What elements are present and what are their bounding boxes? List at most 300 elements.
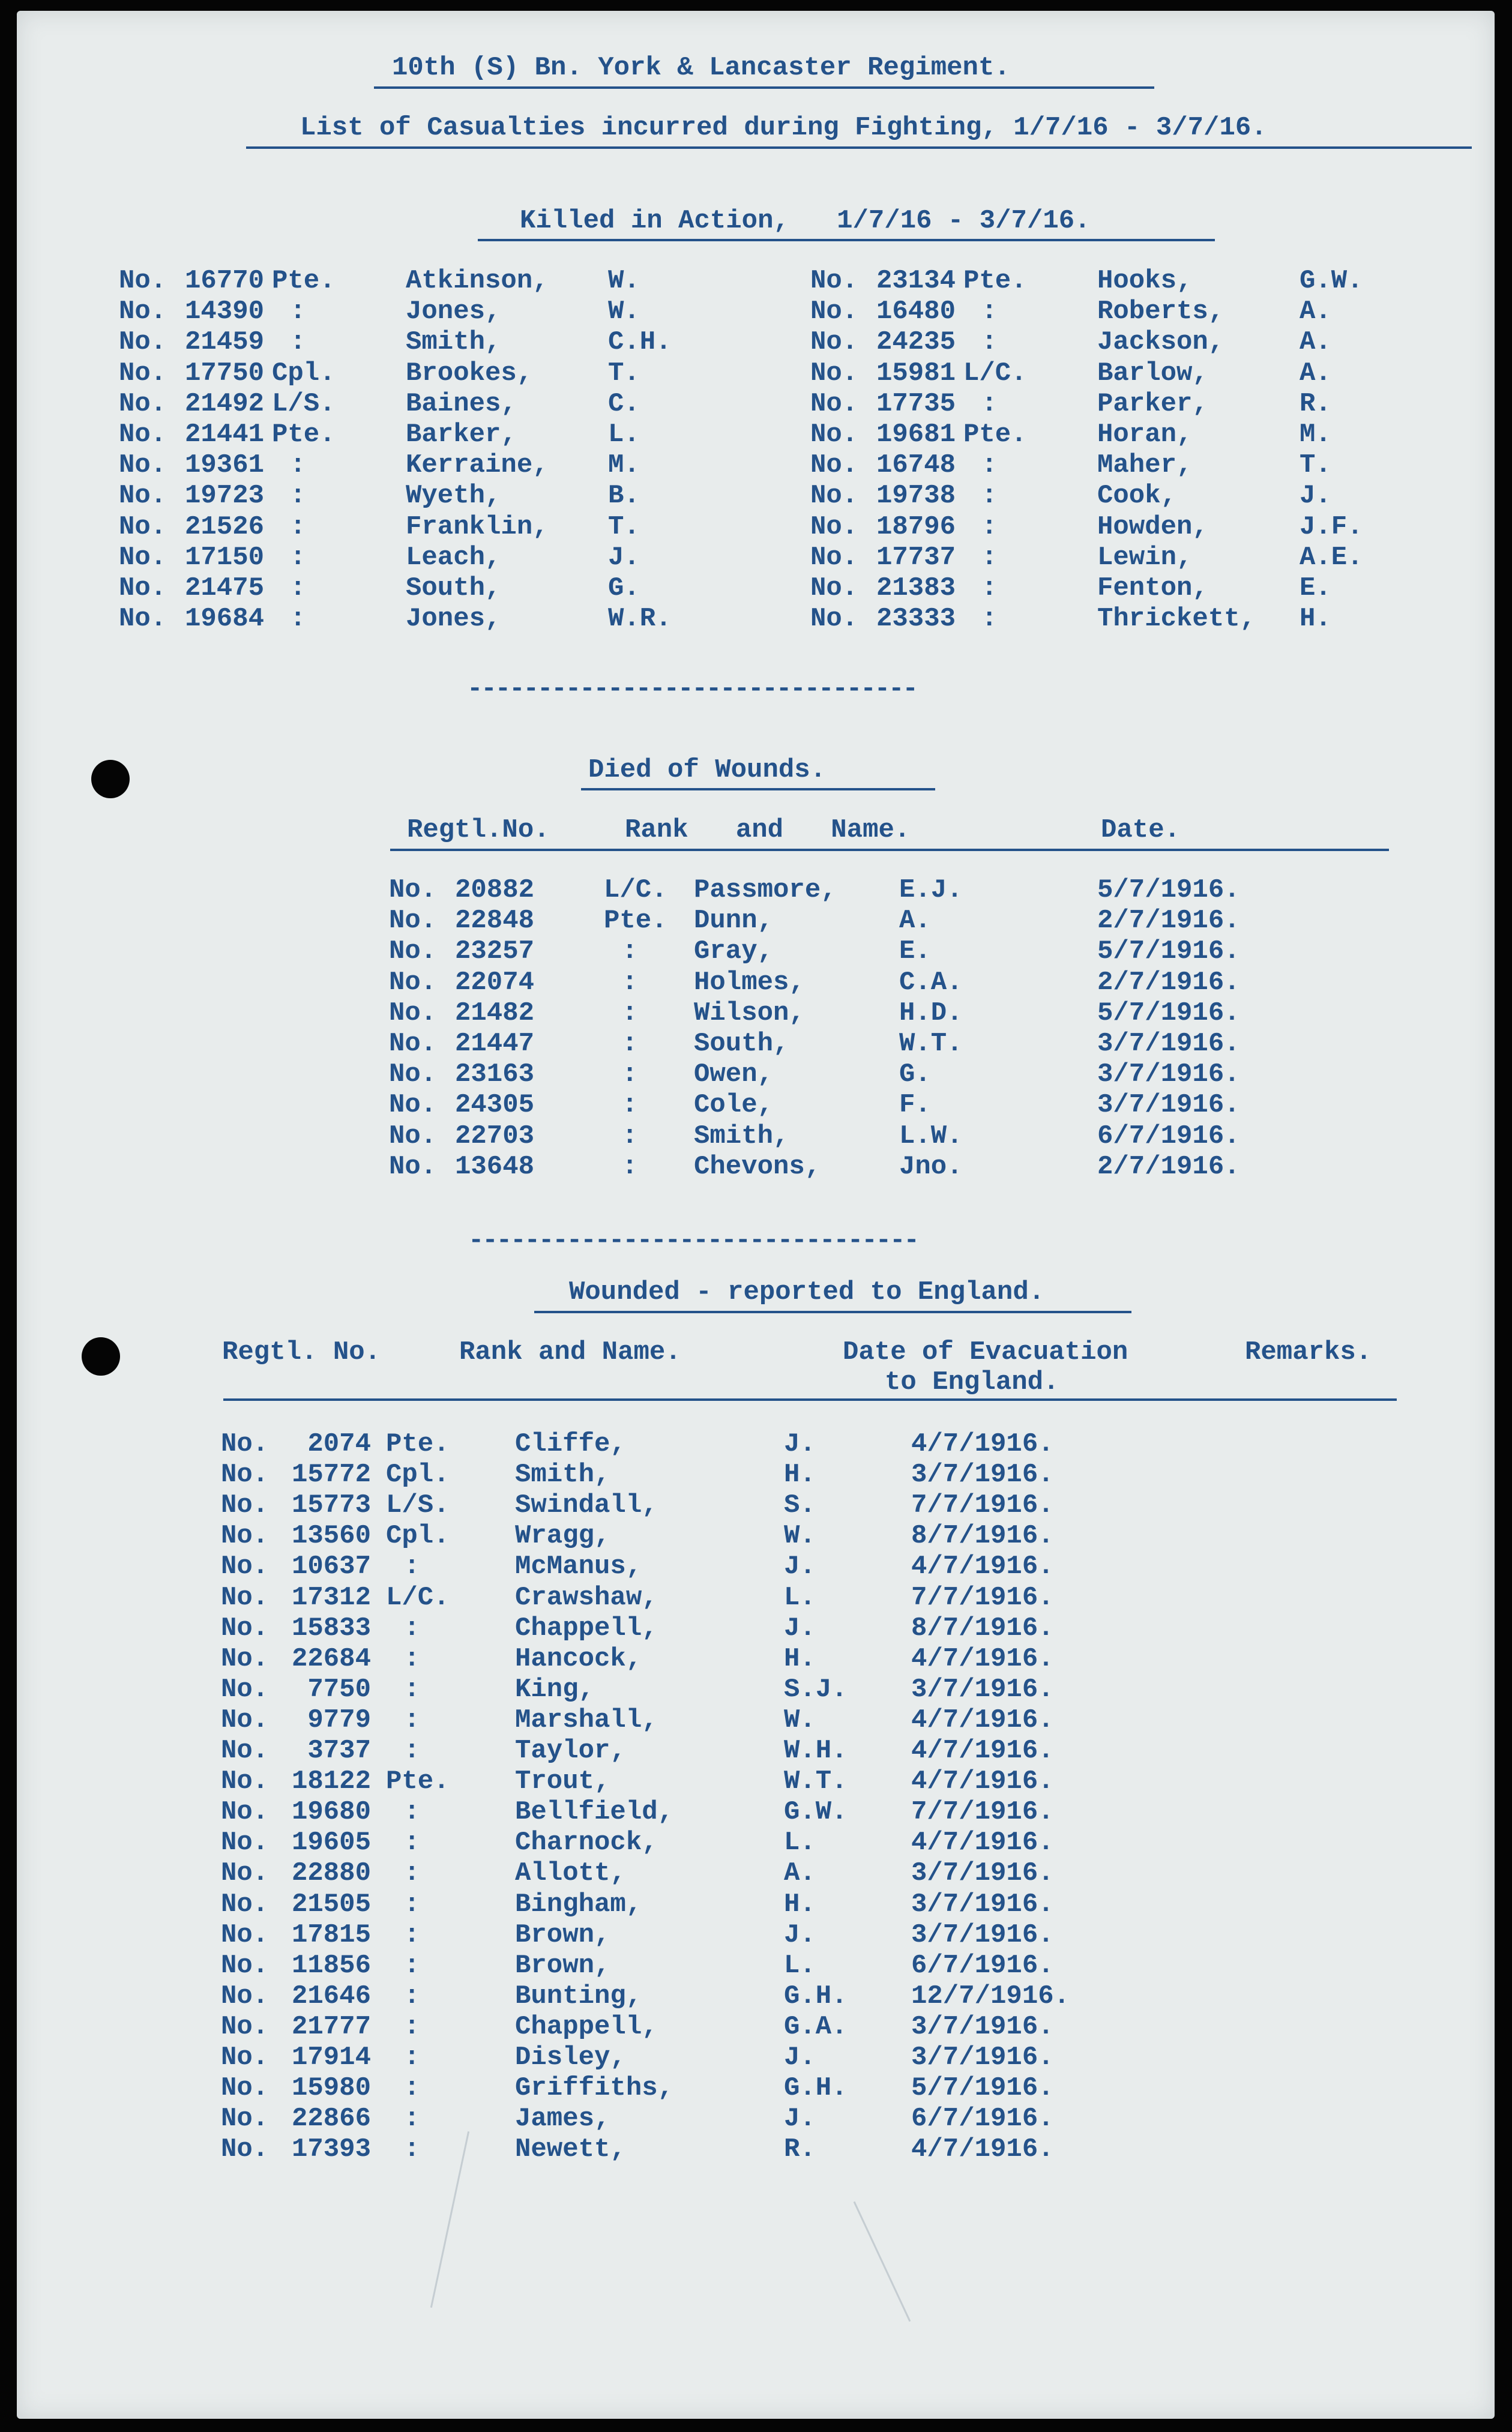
initials: R. — [1300, 388, 1331, 419]
initials: B. — [608, 481, 640, 511]
initials: A.E. — [1300, 542, 1363, 573]
regimental-number: 19605 — [291, 1828, 371, 1858]
date: 3/7/1916. — [1097, 1090, 1240, 1121]
rank: : — [404, 1828, 420, 1858]
initials: T. — [1300, 450, 1331, 481]
surname: Gray, — [694, 936, 774, 967]
rank: L/C. — [386, 1582, 450, 1613]
surname: Owen, — [694, 1059, 774, 1090]
initials: C.A. — [899, 967, 963, 998]
regimental-number: 2074 — [307, 1429, 371, 1459]
document-page — [17, 11, 1495, 2419]
evacuation-date: 3/7/1916. — [911, 1674, 1054, 1705]
surname: Roberts, — [1097, 296, 1224, 327]
rank: : — [981, 573, 998, 603]
surname: Kerraine, — [406, 450, 549, 481]
entry-no-label: No. — [221, 1797, 269, 1828]
initials: S.J. — [784, 1674, 848, 1705]
rank: L/S. — [272, 388, 336, 419]
entry-no-label: No. — [221, 1981, 269, 2011]
entry-no-label: No. — [389, 1029, 437, 1059]
entry-no-label: No. — [389, 875, 437, 905]
evacuation-date: 4/7/1916. — [911, 1766, 1054, 1797]
entry-no-label: No. — [810, 358, 858, 388]
initials: J.F. — [1300, 511, 1363, 542]
regimental-number: 19681 — [876, 420, 956, 450]
initials: S. — [784, 1490, 816, 1521]
surname: Leach, — [406, 542, 501, 573]
surname: Cook, — [1097, 481, 1177, 511]
surname: South, — [406, 573, 501, 603]
regimental-number: 19361 — [185, 450, 265, 481]
regimental-number: 16748 — [876, 450, 956, 481]
initials: H. — [784, 1889, 816, 1919]
died-header-rank-name: Rank and Name. — [625, 815, 911, 845]
punch-hole-top — [91, 760, 130, 798]
wounded-title-underline — [534, 1311, 1131, 1313]
document-title: 10th (S) Bn. York & Lancaster Regiment. — [392, 53, 1010, 83]
initials: C.H. — [608, 327, 672, 358]
wounded-header-date: Date of Evacuation — [843, 1337, 1128, 1367]
surname: South, — [694, 1029, 789, 1059]
entry-no-label: No. — [389, 1090, 437, 1121]
rank: : — [404, 2042, 420, 2072]
rank: : — [404, 1674, 420, 1705]
rank: : — [290, 511, 306, 542]
regimental-number: 17150 — [185, 542, 265, 573]
surname: Smith, — [515, 1460, 610, 1490]
regimental-number: 24305 — [455, 1090, 535, 1121]
regimental-number: 21526 — [185, 511, 265, 542]
evacuation-date: 7/7/1916. — [911, 1490, 1054, 1521]
initials: W. — [608, 266, 640, 296]
surname: Wyeth, — [406, 481, 501, 511]
entry-no-label: No. — [119, 573, 167, 603]
rank: : — [622, 998, 638, 1028]
initials: L.W. — [899, 1121, 963, 1151]
entry-no-label: No. — [810, 327, 858, 358]
surname: Charnock, — [515, 1828, 658, 1858]
wounded-header-underline — [223, 1398, 1397, 1401]
surname: Howden, — [1097, 511, 1208, 542]
initials: G.W. — [1300, 266, 1363, 296]
regimental-number: 21441 — [185, 420, 265, 450]
rank: : — [981, 327, 998, 358]
surname: Holmes, — [694, 967, 805, 998]
entry-no-label: No. — [221, 1889, 269, 1919]
rank: : — [404, 1919, 420, 1950]
regimental-number: 24235 — [876, 327, 956, 358]
initials: T. — [608, 358, 640, 388]
initials: L. — [784, 1828, 816, 1858]
rank: : — [404, 2104, 420, 2134]
initials: G. — [608, 573, 640, 603]
died-header-date: Date. — [1101, 815, 1181, 845]
regimental-number: 19723 — [185, 481, 265, 511]
document-subtitle: List of Casualties incurred during Fighting, 1/7/16 - 3/7/16. — [300, 113, 1267, 143]
surname: Brown, — [515, 1919, 610, 1950]
surname: Smith, — [406, 327, 501, 358]
paper-crease-2 — [854, 2202, 911, 2322]
entry-no-label: No. — [119, 296, 167, 327]
regimental-number: 15981 — [876, 358, 956, 388]
initials: J. — [784, 2042, 816, 2072]
regimental-number: 9779 — [307, 1705, 371, 1735]
evacuation-date: 4/7/1916. — [911, 2134, 1054, 2165]
rank: L/C. — [963, 358, 1027, 388]
date: 2/7/1916. — [1097, 967, 1240, 998]
regimental-number: 17914 — [291, 2042, 371, 2072]
regimental-number: 17393 — [291, 2134, 371, 2165]
entry-no-label: No. — [221, 1705, 269, 1735]
regimental-number: 13560 — [291, 1521, 371, 1552]
entry-no-label: No. — [119, 358, 167, 388]
entry-no-label: No. — [389, 906, 437, 936]
surname: Parker, — [1097, 388, 1208, 419]
evacuation-date: 3/7/1916. — [911, 2042, 1054, 2072]
entry-no-label: No. — [810, 266, 858, 296]
surname: Wragg, — [515, 1521, 610, 1552]
initials: F. — [899, 1090, 931, 1121]
initials: R. — [784, 2134, 816, 2165]
rank: : — [290, 542, 306, 573]
regimental-number: 17312 — [291, 1582, 371, 1613]
entry-no-label: No. — [221, 1643, 269, 1674]
entry-no-label: No. — [389, 1059, 437, 1090]
surname: Barlow, — [1097, 358, 1208, 388]
rank: : — [622, 1059, 638, 1090]
evacuation-date: 4/7/1916. — [911, 1736, 1054, 1766]
surname: Fenton, — [1097, 573, 1208, 603]
surname: Hooks, — [1097, 266, 1193, 296]
surname: Baines, — [406, 388, 517, 419]
regimental-number: 19738 — [876, 481, 956, 511]
regimental-number: 22703 — [455, 1121, 535, 1151]
regimental-number: 17815 — [291, 1919, 371, 1950]
surname: Jackson, — [1097, 327, 1224, 358]
entry-no-label: No. — [221, 2042, 269, 2072]
rank: : — [981, 296, 998, 327]
initials: G.W. — [784, 1797, 848, 1828]
paper-crease — [430, 2131, 469, 2308]
regimental-number: 21459 — [185, 327, 265, 358]
regimental-number: 3737 — [307, 1736, 371, 1766]
regimental-number: 18122 — [291, 1766, 371, 1797]
initials: T. — [608, 511, 640, 542]
entry-no-label: No. — [119, 450, 167, 481]
rank: : — [981, 388, 998, 419]
died-header-regtl: Regtl.No. — [407, 815, 550, 845]
evacuation-date: 8/7/1916. — [911, 1613, 1054, 1643]
rank: : — [290, 327, 306, 358]
evacuation-date: 4/7/1916. — [911, 1429, 1054, 1459]
surname: Horan, — [1097, 420, 1193, 450]
surname: Chevons, — [694, 1151, 821, 1182]
rank: : — [404, 2073, 420, 2104]
evacuation-date: 7/7/1916. — [911, 1582, 1054, 1613]
initials: J. — [1300, 481, 1331, 511]
entry-no-label: No. — [221, 2104, 269, 2134]
initials: W.H. — [784, 1736, 848, 1766]
initials: E. — [1300, 573, 1331, 603]
surname: Thrickett, — [1097, 604, 1256, 634]
rank: : — [404, 1613, 420, 1643]
entry-no-label: No. — [221, 1950, 269, 1981]
entry-no-label: No. — [389, 1151, 437, 1182]
entry-no-label: No. — [221, 2073, 269, 2104]
entry-no-label: No. — [119, 511, 167, 542]
surname: Bellfield, — [515, 1797, 674, 1828]
entry-no-label: No. — [810, 388, 858, 419]
entry-no-label: No. — [119, 327, 167, 358]
rank: L/S. — [386, 1490, 450, 1521]
regimental-number: 22880 — [291, 1858, 371, 1889]
regimental-number: 17750 — [185, 358, 265, 388]
initials: J. — [784, 1552, 816, 1582]
regimental-number: 17735 — [876, 388, 956, 419]
surname: Cole, — [694, 1090, 774, 1121]
entry-no-label: No. — [810, 511, 858, 542]
regimental-number: 10637 — [291, 1552, 371, 1582]
regimental-number: 22848 — [455, 906, 535, 936]
surname: Chappell, — [515, 1613, 658, 1643]
surname: Barker, — [406, 420, 517, 450]
rank: : — [404, 1797, 420, 1828]
entry-no-label: No. — [119, 420, 167, 450]
initials: A. — [1300, 296, 1331, 327]
initials: G. — [899, 1059, 931, 1090]
entry-no-label: No. — [221, 2134, 269, 2165]
surname: Taylor, — [515, 1736, 626, 1766]
evacuation-date: 4/7/1916. — [911, 1828, 1054, 1858]
rank: : — [622, 1151, 638, 1182]
initials: H. — [784, 1643, 816, 1674]
regimental-number: 21492 — [185, 388, 265, 419]
regimental-number: 21447 — [455, 1029, 535, 1059]
initials: G.H. — [784, 1981, 848, 2011]
surname: Lewin, — [1097, 542, 1193, 573]
regimental-number: 14390 — [185, 296, 265, 327]
rank: : — [404, 1950, 420, 1981]
wounded-header-rank-name: Rank and Name. — [459, 1337, 681, 1367]
rank: : — [404, 1736, 420, 1766]
date: 5/7/1916. — [1097, 875, 1240, 905]
evacuation-date: 3/7/1916. — [911, 1460, 1054, 1490]
initials: M. — [1300, 420, 1331, 450]
regimental-number: 17737 — [876, 542, 956, 573]
wounded-section-title: Wounded - reported to England. — [569, 1277, 1045, 1307]
surname: Crawshaw, — [515, 1582, 658, 1613]
wounded-header-remarks: Remarks. — [1245, 1337, 1372, 1367]
entry-no-label: No. — [221, 2011, 269, 2042]
date: 2/7/1916. — [1097, 906, 1240, 936]
initials: J. — [608, 542, 640, 573]
date: 2/7/1916. — [1097, 1151, 1240, 1182]
entry-no-label: No. — [119, 388, 167, 419]
regimental-number: 7750 — [307, 1674, 371, 1705]
entry-no-label: No. — [810, 296, 858, 327]
rank: : — [981, 542, 998, 573]
rank: : — [290, 573, 306, 603]
entry-no-label: No. — [221, 1521, 269, 1552]
punch-hole-bottom — [82, 1337, 120, 1376]
entry-no-label: No. — [119, 481, 167, 511]
regimental-number: 21475 — [185, 573, 265, 603]
regimental-number: 16770 — [185, 266, 265, 296]
rank: Pte. — [272, 420, 336, 450]
entry-no-label: No. — [221, 1552, 269, 1582]
surname: McManus, — [515, 1552, 642, 1582]
evacuation-date: 4/7/1916. — [911, 1552, 1054, 1582]
initials: W. — [784, 1521, 816, 1552]
regimental-number: 23333 — [876, 604, 956, 634]
initials: J. — [784, 1613, 816, 1643]
rank: Pte. — [272, 266, 336, 296]
surname: Trout, — [515, 1766, 610, 1797]
rank: : — [404, 1643, 420, 1674]
regimental-number: 21383 — [876, 573, 956, 603]
rank: : — [622, 1090, 638, 1121]
rank: Cpl. — [386, 1521, 450, 1552]
date: 5/7/1916. — [1097, 936, 1240, 967]
entry-no-label: No. — [810, 481, 858, 511]
entry-no-label: No. — [119, 604, 167, 634]
killed-section-title: Killed in Action, 1/7/16 - 3/7/16. — [520, 206, 1091, 236]
evacuation-date: 12/7/1916. — [911, 1981, 1070, 2011]
initials: L. — [608, 420, 640, 450]
regimental-number: 21505 — [291, 1889, 371, 1919]
regimental-number: 21482 — [455, 998, 535, 1028]
initials: A. — [1300, 327, 1331, 358]
initials: H. — [1300, 604, 1331, 634]
regimental-number: 19684 — [185, 604, 265, 634]
entry-no-label: No. — [221, 1674, 269, 1705]
rank: Pte. — [386, 1766, 450, 1797]
entry-no-label: No. — [221, 1613, 269, 1643]
entry-no-label: No. — [810, 420, 858, 450]
evacuation-date: 7/7/1916. — [911, 1797, 1054, 1828]
subtitle-underline — [246, 146, 1472, 149]
evacuation-date: 8/7/1916. — [911, 1521, 1054, 1552]
initials: L. — [784, 1582, 816, 1613]
rank: : — [622, 1121, 638, 1151]
surname: Atkinson, — [406, 266, 549, 296]
regimental-number: 23134 — [876, 266, 956, 296]
rank: : — [404, 1889, 420, 1919]
surname: King, — [515, 1674, 595, 1705]
evacuation-date: 3/7/1916. — [911, 1889, 1054, 1919]
evacuation-date: 3/7/1916. — [911, 2011, 1054, 2042]
initials: J. — [784, 2104, 816, 2134]
surname: Smith, — [694, 1121, 789, 1151]
initials: J. — [784, 1429, 816, 1459]
regimental-number: 22866 — [291, 2104, 371, 2134]
regimental-number: 18796 — [876, 511, 956, 542]
regimental-number: 21777 — [291, 2011, 371, 2042]
rank: : — [290, 481, 306, 511]
rank: : — [622, 936, 638, 967]
date: 5/7/1916. — [1097, 998, 1240, 1028]
rank: : — [404, 2134, 420, 2165]
died-header-underline — [390, 849, 1389, 851]
rank: Pte. — [963, 420, 1027, 450]
initials: E. — [899, 936, 931, 967]
rank: : — [290, 450, 306, 481]
entry-no-label: No. — [221, 1736, 269, 1766]
surname: Chappell, — [515, 2011, 658, 2042]
entry-no-label: No. — [389, 936, 437, 967]
regimental-number: 22074 — [455, 967, 535, 998]
initials: A. — [899, 906, 931, 936]
surname: Newett, — [515, 2134, 626, 2165]
initials: W.R. — [608, 604, 672, 634]
entry-no-label: No. — [221, 1460, 269, 1490]
rank: : — [290, 296, 306, 327]
evacuation-date: 4/7/1916. — [911, 1705, 1054, 1735]
entry-no-label: No. — [810, 542, 858, 573]
initials: C. — [608, 388, 640, 419]
rank: : — [622, 967, 638, 998]
rank: Pte. — [604, 906, 667, 936]
initials: A. — [784, 1858, 816, 1889]
surname: Swindall, — [515, 1490, 658, 1521]
regimental-number: 23163 — [455, 1059, 535, 1090]
entry-no-label: No. — [810, 450, 858, 481]
surname: Hancock, — [515, 1643, 642, 1674]
surname: Cliffe, — [515, 1429, 626, 1459]
rank: : — [404, 1552, 420, 1582]
rank: : — [404, 1705, 420, 1735]
initials: M. — [608, 450, 640, 481]
rank: L/C. — [604, 875, 667, 905]
evacuation-date: 3/7/1916. — [911, 1919, 1054, 1950]
date: 3/7/1916. — [1097, 1029, 1240, 1059]
rank: Pte. — [386, 1429, 450, 1459]
rank: : — [981, 511, 998, 542]
surname: Jones, — [406, 604, 501, 634]
entry-no-label: No. — [221, 1858, 269, 1889]
surname: Griffiths, — [515, 2073, 674, 2104]
entry-no-label: No. — [389, 1121, 437, 1151]
initials: L. — [784, 1950, 816, 1981]
rank: : — [981, 604, 998, 634]
regimental-number: 20882 — [455, 875, 535, 905]
initials: Jno. — [899, 1151, 963, 1182]
entry-no-label: No. — [221, 1828, 269, 1858]
title-underline — [374, 86, 1154, 89]
entry-no-label: No. — [221, 1766, 269, 1797]
surname: Maher, — [1097, 450, 1193, 481]
entry-no-label: No. — [389, 967, 437, 998]
initials: A. — [1300, 358, 1331, 388]
separator-line: -------------------------------- — [467, 674, 917, 704]
entry-no-label: No. — [119, 542, 167, 573]
initials: W. — [784, 1705, 816, 1735]
initials: J. — [784, 1919, 816, 1950]
surname: Marshall, — [515, 1705, 658, 1735]
killed-title-underline — [478, 239, 1215, 241]
regimental-number: 22684 — [291, 1643, 371, 1674]
regimental-number: 15773 — [291, 1490, 371, 1521]
surname: Dunn, — [694, 906, 774, 936]
surname: Allott, — [515, 1858, 626, 1889]
surname: Disley, — [515, 2042, 626, 2072]
initials: H. — [784, 1460, 816, 1490]
rank: : — [404, 2011, 420, 2042]
wounded-header-date-2: to England. — [885, 1367, 1059, 1397]
evacuation-date: 4/7/1916. — [911, 1643, 1054, 1674]
died-section-title: Died of Wounds. — [588, 755, 827, 785]
